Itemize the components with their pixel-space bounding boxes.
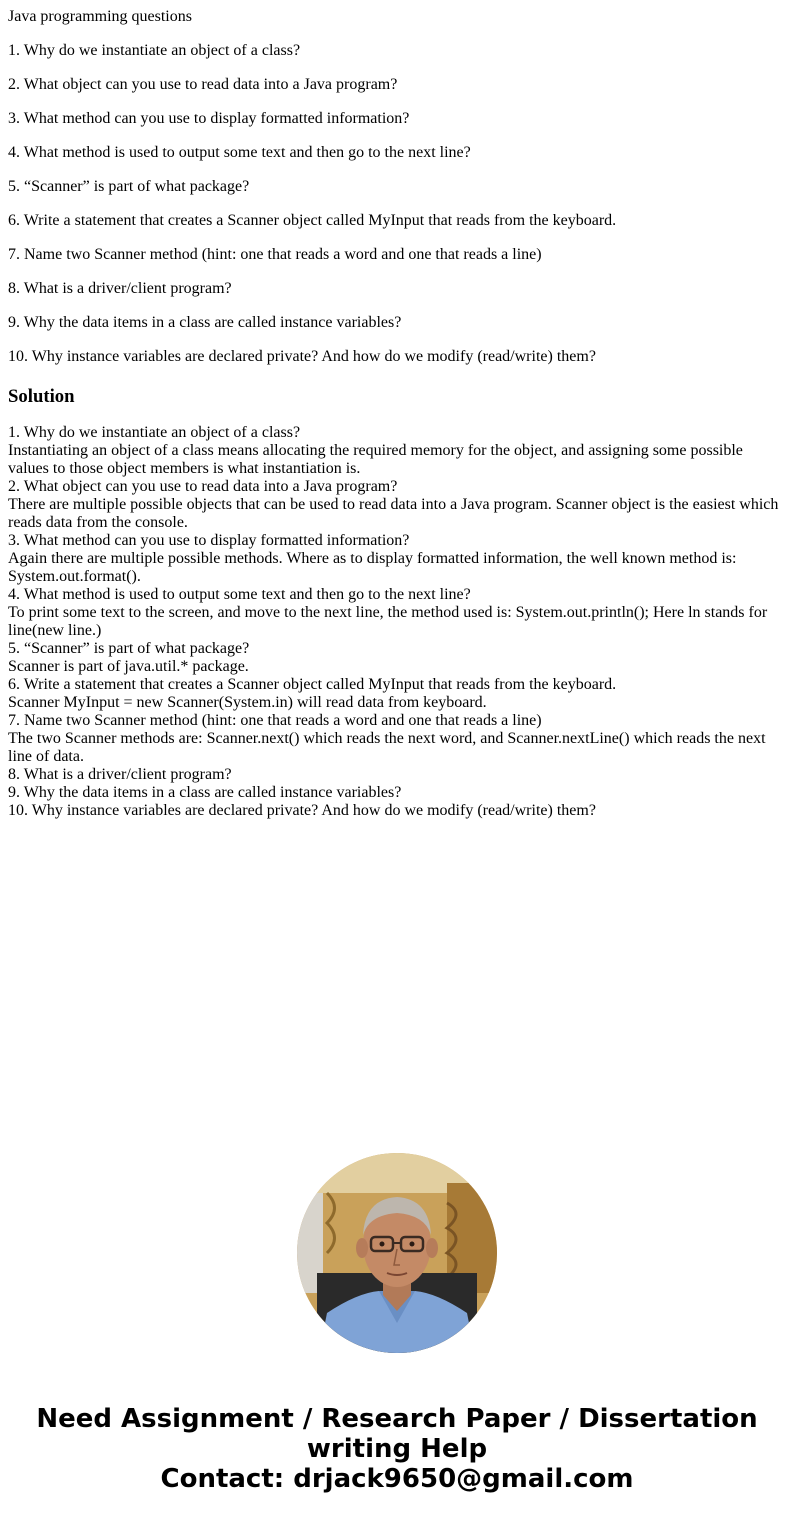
- solution-question: 1. Why do we instantiate an object of a class?: [8, 424, 301, 441]
- solution-answer: Again there are multiple possible methods. Where as to display formatted information, the well known method is: System.out.format().: [8, 550, 737, 585]
- question-item: 4. What method is used to output some text and then go to the next line?: [8, 144, 471, 161]
- question-item: 2. What object can you use to read data into a Java program?: [8, 76, 398, 93]
- solution-answer: Scanner is part of java.util.* package.: [8, 658, 249, 675]
- question-item: 1. Why do we instantiate an object of a class?: [8, 42, 301, 59]
- solution-question: 2. What object can you use to read data into a Java program?: [8, 478, 398, 495]
- promo-banner: [0, 1404, 794, 1494]
- avatar: [297, 1153, 497, 1353]
- solution-question: 3. What method can you use to display formatted information?: [8, 532, 410, 549]
- question-item: 6. Write a statement that creates a Scanner object called MyInput that reads from the keyboard.: [8, 212, 617, 229]
- promo-contact: Contact: drjack9650@gmail.com: [160, 1464, 634, 1494]
- promo-line-1: Need Assignment / Research Paper / Dissertation: [36, 1404, 758, 1434]
- question-list: [8, 42, 786, 366]
- solution-question: 6. Write a statement that creates a Scanner object called MyInput that reads from the keyboard.: [8, 676, 617, 693]
- solution-answer: Instantiating an object of a class means allocating the required memory for the object, and assigning some possible values to those object members is what instantiation is.: [8, 442, 743, 477]
- solution-answer: The two Scanner methods are: Scanner.next() which reads the next word, and Scanner.nextLine() which reads the next line of data.: [8, 730, 766, 765]
- solution-heading: Solution: [8, 386, 75, 407]
- question-item: 8. What is a driver/client program?: [8, 280, 232, 297]
- promo-line-2: writing Help: [306, 1434, 488, 1464]
- person-portrait-icon: [297, 1153, 497, 1353]
- solution-question: 9. Why the data items in a class are called instance variables?: [8, 784, 402, 801]
- question-item: 5. “Scanner” is part of what package?: [8, 178, 250, 195]
- question-item: 9. Why the data items in a class are called instance variables?: [8, 314, 402, 331]
- question-item: 7. Name two Scanner method (hint: one that reads a word and one that reads a line): [8, 246, 542, 263]
- solution-question: 5. “Scanner” is part of what package?: [8, 640, 250, 657]
- question-item: 3. What method can you use to display formatted information?: [8, 110, 410, 127]
- solution-answer: To print some text to the screen, and move to the next line, the method used is: System.out.println(); Here ln stands for line(new line.): [8, 604, 768, 639]
- question-item: 10. Why instance variables are declared private? And how do we modify (read/write) them?: [8, 348, 596, 365]
- solution-question: 10. Why instance variables are declared private? And how do we modify (read/write) them?: [8, 802, 596, 819]
- solution-question: 8. What is a driver/client program?: [8, 766, 232, 783]
- solution-answer: Scanner MyInput = new Scanner(System.in) will read data from keyboard.: [8, 694, 487, 711]
- solution-answer: There are multiple possible objects that can be used to read data into a Java program. Scanner object is the easiest which reads data from the console.: [8, 496, 779, 531]
- document-content: [8, 8, 786, 820]
- solution-question: 4. What method is used to output some text and then go to the next line?: [8, 586, 471, 603]
- document-title: Java programming questions: [8, 8, 192, 25]
- solution-question: 7. Name two Scanner method (hint: one that reads a word and one that reads a line): [8, 712, 542, 729]
- solution-body: [8, 424, 786, 820]
